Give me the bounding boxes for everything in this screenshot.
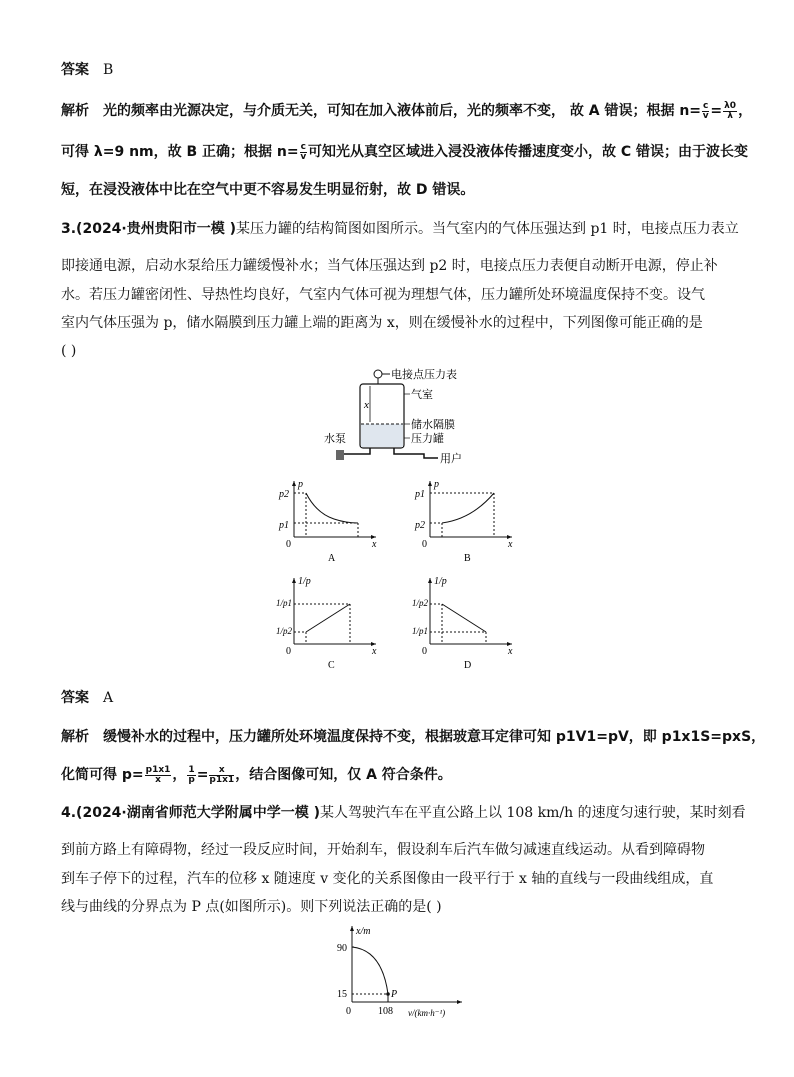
answer-value: A [103, 690, 114, 706]
graph-d [412, 572, 522, 672]
svg-text:x: x [508, 646, 513, 657]
q2-analysis-line-3: 短，在浸没液体中比在空气中更不容易发生明显衍射，故 D 错误。 [61, 182, 475, 198]
y-tick-15: 15 [337, 989, 347, 1000]
q3-analysis-line-2: 化简可得 p= $\frac{p1x1}{x}$ ， $\frac{1}{p}$ = $\frac{x}{p1x1}$ ，结合图像可知，仅 A 符合条件。 [61, 764, 452, 785]
q4-stem-line-4: 线与曲线的分界点为 P 点(如图所示)。则下列说法正确的是( ) [61, 899, 442, 915]
svg-text:p1: p1 [279, 520, 289, 531]
y-tick-90: 90 [337, 943, 347, 954]
answer-label: 答案 [61, 690, 89, 706]
graph-b [412, 475, 522, 567]
q3-stem-line-4: 室内气体压强为 p，储水隔膜到压力罐上端的距离为 x，则在缓慢补水的过程中，下列图像可能正确的是 [61, 315, 703, 331]
q3-stem-line-1: 3.(2024·贵州贵阳市一模 )某压力罐的结构简图如图所示。当气室内的气体压强达到 p1 时，电接点压力表立 [61, 221, 739, 237]
option-label-c: C [328, 660, 335, 671]
q2-answer-line [61, 60, 113, 80]
pressure-tank-diagram [320, 362, 500, 466]
q2-analysis-line-2: 可得 λ=9 nm，故 B 正确；根据 n= $\frac{c}{v}$ 可知光从真空区域进入浸没液体传播速度变小，故 C 错误；由于波长变 [61, 141, 748, 162]
svg-text:1/p1: 1/p1 [412, 626, 429, 636]
option-label-d: D [464, 660, 472, 671]
x-axis-label: v/(km·h⁻¹) [408, 1008, 446, 1018]
x-tick-0: 0 [346, 1006, 351, 1017]
svg-text:0: 0 [422, 646, 427, 657]
svg-text:1/p1: 1/p1 [276, 598, 293, 608]
fraction: $\frac{p1x1}{x}$ [145, 764, 171, 785]
user-label: 用户 [440, 453, 462, 465]
analysis-label: 解析 [61, 103, 89, 119]
fraction: $\frac{x}{p1x1}$ [209, 764, 235, 785]
svg-text:0: 0 [422, 539, 427, 550]
svg-text:p1: p1 [415, 489, 425, 500]
fraction-c-v: $\frac{c}{v}$ [300, 141, 307, 162]
svg-text:1/p: 1/p [434, 576, 447, 587]
question-source: 4.(2024·湖南省师范大学附属中学一模 ) [61, 805, 321, 821]
analysis-label: 解析 [61, 729, 89, 745]
fraction: $\frac{1}{p}$ [188, 764, 195, 785]
svg-text:0: 0 [286, 539, 291, 550]
pump-label: 水泵 [324, 433, 346, 445]
gauge-label: 电接点压力表 [391, 369, 457, 381]
y-axis-label: x/m [356, 926, 371, 937]
svg-text:x: x [372, 646, 377, 657]
x-label: x [364, 399, 369, 411]
q4-stem-line-2: 到前方路上有障碍物，经过一段反应时间，开始刹车，假设刹车后汽车做匀减速直线运动。从看到障碍物 [61, 842, 705, 858]
tank-label: 压力罐 [411, 433, 444, 445]
graph-a [276, 475, 386, 567]
svg-text:x: x [508, 539, 513, 550]
xv-graph [330, 922, 470, 1018]
point-p-label: P [391, 989, 398, 1000]
svg-text:x: x [372, 539, 377, 550]
svg-text:p2: p2 [279, 489, 289, 500]
q3-stem-line-2: 即接通电源，启动水泵给压力罐缓慢补水；当气体压强达到 p2 时，电接点压力表便自动断开电源，停止补 [61, 258, 718, 274]
q3-stem-line-5: ( ) [61, 343, 77, 359]
answer-label: 答案 [61, 62, 89, 78]
option-label-b: B [464, 553, 471, 564]
x-tick-108: 108 [378, 1006, 393, 1017]
q4-stem-line-1: 4.(2024·湖南省师范大学附属中学一模 )某人驾驶汽车在平直公路上以 108 km/h 的速度匀速行驶，某时刻看 [61, 805, 746, 821]
option-label-a: A [328, 553, 336, 564]
q2-analysis-line-1: 解析 光的频率由光源决定，与介质无关，可知在加入液体前后，光的频率不变， 故 A 错误；根据 n= $\frac{c}{v}$ = $\frac{\lambda 0}{\lambda}$ ， [61, 100, 753, 121]
question-source: 3.(2024·贵州贵阳市一模 ) [61, 221, 237, 237]
svg-text:1/p2: 1/p2 [276, 626, 293, 636]
point-p [386, 992, 390, 996]
fraction-c-v: $\frac{c}{v}$ [702, 100, 709, 121]
svg-text:p2: p2 [415, 520, 425, 531]
analysis-text: 光的频率由光源决定，与介质无关，可知在加入液体前后，光的频率不变， 故 A 错误；根据 n= [103, 103, 702, 119]
chamber-label: 气室 [411, 389, 433, 401]
svg-text:p: p [434, 479, 439, 490]
q4-stem-line-3: 到车子停下的过程，汽车的位移 x 随速度 v 变化的关系图像由一段平行于 x 轴的直线与一段曲线组成，直 [61, 871, 714, 887]
q3-stem-line-3: 水。若压力罐密闭性、导热性均良好，气室内气体可视为理想气体，压力罐所处环境温度保持不变。设气 [61, 287, 705, 303]
fraction-lambda: $\frac{\lambda 0}{\lambda}$ [724, 100, 737, 121]
q3-analysis-line-1: 解析 缓慢补水的过程中，压力罐所处环境温度保持不变，根据玻意耳定律可知 p1V1=pV，即 p1x1S=pxS， [61, 729, 766, 745]
answer-value: B [103, 62, 114, 78]
svg-text:1/p2: 1/p2 [412, 598, 429, 608]
svg-text:1/p: 1/p [298, 576, 311, 587]
graph-c [276, 572, 386, 672]
diaphragm-label: 储水隔膜 [411, 419, 455, 431]
svg-text:0: 0 [286, 646, 291, 657]
q3-answer-line [61, 688, 113, 708]
svg-text:p: p [298, 479, 303, 490]
